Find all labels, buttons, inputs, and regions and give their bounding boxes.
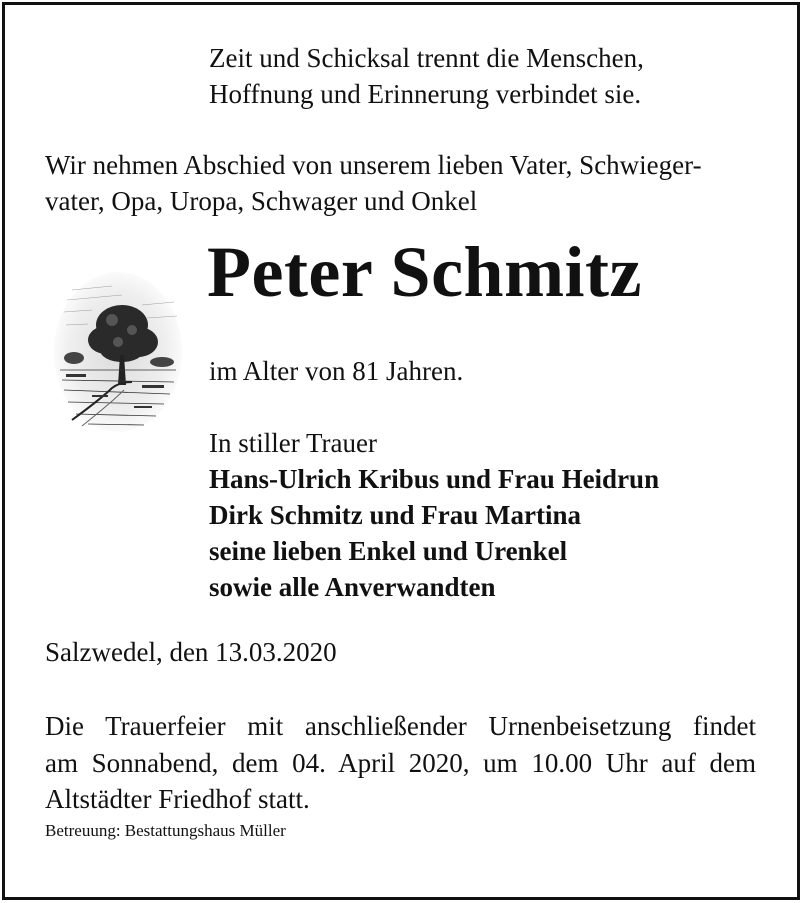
mourners-heading: In stiller Trauer xyxy=(209,428,377,458)
service-line-2: am Sonnabend, dem 04. April 2020, um 10.00 Uhr auf dem xyxy=(45,747,756,778)
mourner-line-2: Dirk Schmitz und Frau Martina xyxy=(209,500,582,530)
tree-landscape-icon xyxy=(52,270,184,435)
mourner-line-1: Hans-Ulrich Kribus und Frau Heidrun xyxy=(209,464,660,494)
service-line-3: Altstädter Friedhof statt. xyxy=(45,784,310,814)
mourner-line-4: sowie alle Anverwandten xyxy=(209,572,496,602)
funeral-home-credit: Betreuung: Bestattungshaus Müller xyxy=(45,821,286,840)
service-line-1: Die Trauerfeier mit anschließender Urnenbeisetzung findet xyxy=(45,711,756,741)
service-notice xyxy=(45,708,756,818)
deceased-name: Peter Schmitz xyxy=(207,232,642,312)
age-text: im Alter von 81 Jahren. xyxy=(209,356,464,386)
place-date: Salzwedel, den 13.03.2020 xyxy=(45,637,337,667)
intro-line-2: vater, Opa, Uropa, Schwager und Onkel xyxy=(45,186,478,216)
intro-line-1: Wir nehmen Abschied von unserem lieben Vater, Schwieger- xyxy=(45,150,702,180)
mourner-line-3: seine lieben Enkel und Urenkel xyxy=(209,536,568,566)
verse-line-1: Zeit und Schicksal trennt die Menschen, xyxy=(209,43,644,73)
verse-line-2: Hoffnung und Erinnerung verbindet sie. xyxy=(209,79,642,109)
